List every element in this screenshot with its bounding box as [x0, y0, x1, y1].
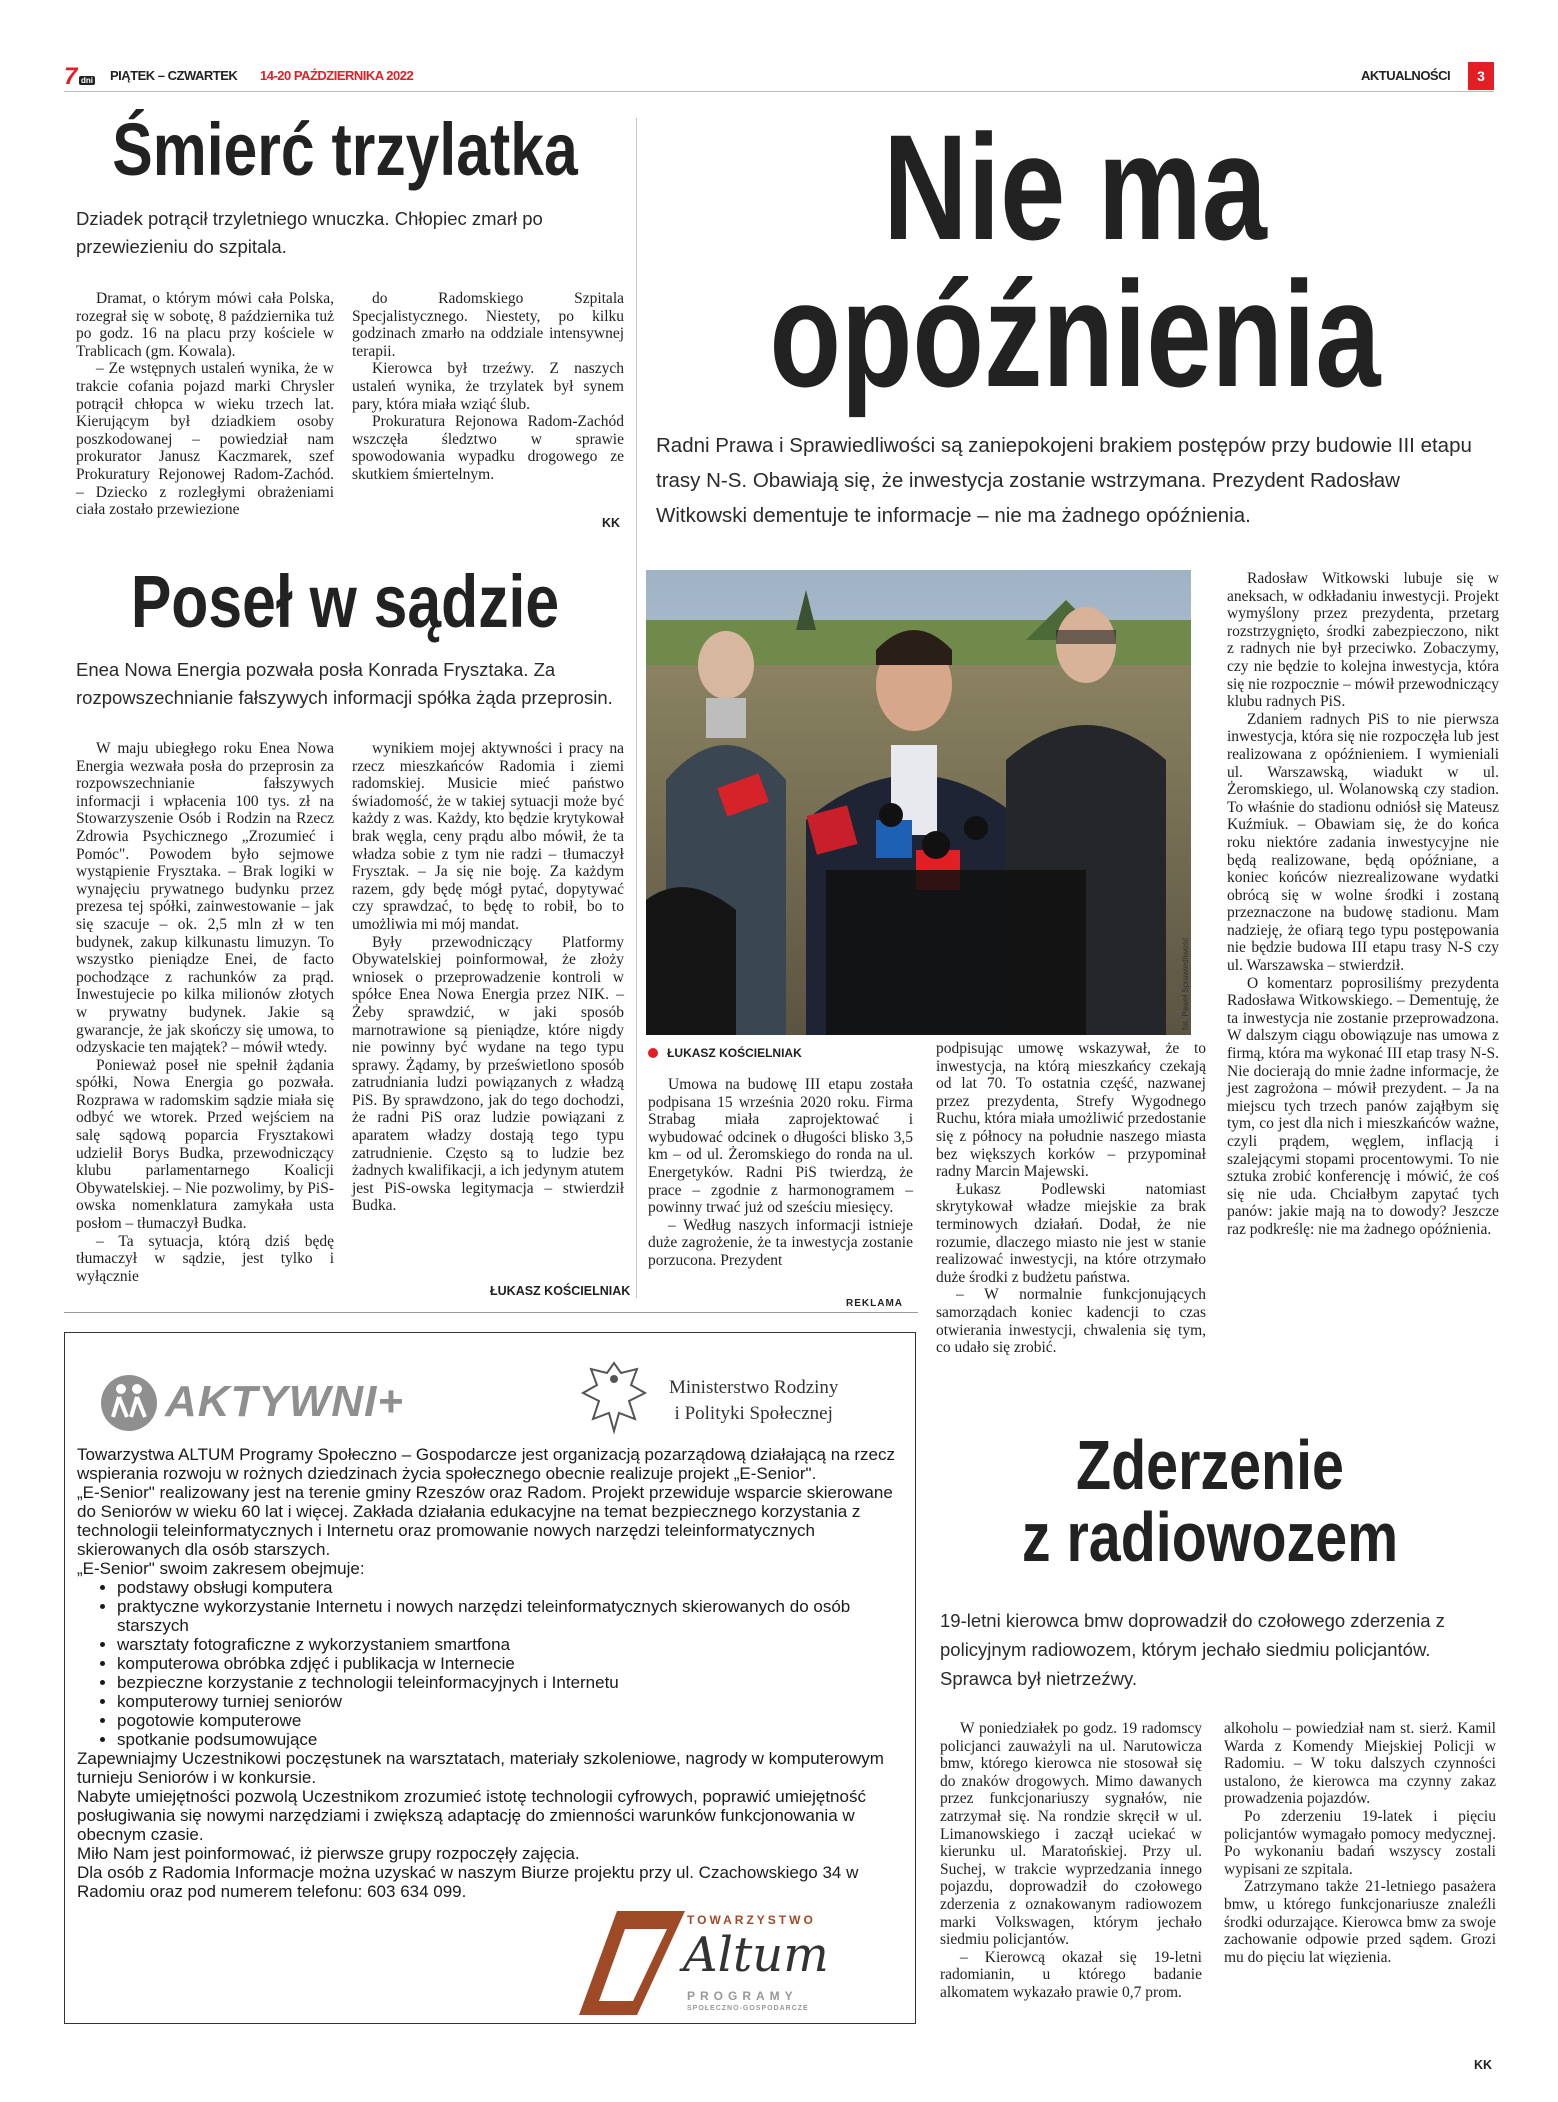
ad-bullet-list: • podstawy obsługi komputera • praktyczne wykorzystanie Internetu i nowych narzędzi teleinformatycznych skierowanych do osób starszych • warsztaty fotograficzne z wykorzystaniem smartfona • komputerowa obróbka zdjęć i publikacja w Internecie • bezpieczne korzystanie z technologii teleinformacyjnych i Internetu • komputerowy turniej seniorów • pogotowie komputerowe • spotkanie podsumowujące [77, 1578, 907, 1749]
photo-image [646, 570, 1191, 1035]
altum-triangle-icon [577, 1909, 687, 2017]
article2-signature: ŁUKASZ KOŚCIELNIAK [490, 1284, 631, 1298]
article2-col1: W maju ubiegłego roku Enea Nowa Energia wezwała posła do przeprosin za rozpowszechnianie fałszywych informacji i wpłacenia 100 tys. zł na Stowarzyszenie Osób i Rodzin na Rzecz Zdrowia Psychicznego „Zrozumieć i Pomóc". Powodem było sejmowe wystąpienie Frysztaka. – Brak logiki w wynajęciu prywatnego budynku przez prezesa tej spółki, zainwestowanie – jak się szacuje – ok. 2,5 mln zł w ten budynek, zakup kilkunastu limuzyn. To wszystko pieniądze Enei, de facto pochodzące z rachunków za prąd. Inwestujecie po kilka milionów złotych w prywatny budynek. Jakie są gwarancje, że jak skończy się umowa, to odzyskacie ten majątek? – mówił wtedy. Ponieważ poseł nie spełnił żądania spółki, Nowa Energia go pozwała. Rozprawa w radomskim sądzie miała się odbyć we wtorek. Przed wejściem na salę sądową poparcia Frysztakowi udzielił Borys Budka, przewodniczący klubu parlamentarnego Koalicji Obywatelskiej. – Nie pozwolimy, by PiS-owska nomenklatura zamykała usta posłom – tłumaczył Budka. – Ta sytuacja, którą dziś będę tłumaczył w sądzie, jest tylko i wyłącznie [76, 740, 334, 1285]
page-number: 3 [1468, 62, 1494, 90]
article1-col2: do Radomskiego Szpitala Specjalistycznego. Niestety, po kilku godzinach zmarło na oddziale intensywnej terapii. Kierowca był trzeźwy. Z naszych ustaleń wynika, że trzylatek był synem pary, która miała wziąć ślub. Prokuratura Rejonowa Radom-Zachód wszczęła śledztwo w sprawie spowodowania wypadku drogowego ze skutkiem śmiertelnym. [352, 290, 624, 483]
photo-credit: fot. Paweł Sprawiedliwość [1181, 937, 1190, 1030]
page-header [64, 64, 1494, 92]
logo-7dni: 7 dni [64, 63, 93, 90]
ad-body: Towarzystwa ALTUM Programy Społeczno – Gospodarcze jest organizacją pozarządową działającą na rzecz wspierania rozwoju w rożnych dziedzinach życia społecznego obecnie realizuje projekt „E-Senior". „E-Senior" realizowany jest na terenie gminy Rzeszów oraz Radom. Projekt przewiduje wsparcie skierowane do Seniorów w wieku 60 lat i więcej. Zakłada działania edukacyjne na temat bezpiecznego korzystania z technologii teleinformatycznych i Internetu oraz promowanie nowych narzędzi teleinformatycznych skierowanych dla osób starszych. „E-Senior" swoim zakresem obejmuje: • podstawy obsługi komputera • praktyczne wykorzystanie Internetu i nowych narzędzi teleinformatycznych skierowanych do osób starszych • warsztaty fotograficzne z wykorzystaniem smartfona • komputerowa obróbka zdjęć i publikacja w Internecie • bezpieczne korzystanie z technologii teleinformacyjnych i Internetu • komputerowy turniej seniorów • pogotowie komputerowe • spotkanie podsumowujące Zapewniajmy Uczestnikowi poczęstunek na warsztatach, materiały szkoleniowe, nagrody w komputerowym turnieju Seniorów i w konkursie. Nabyte umiejętności pozwolą Uczestnikom zrozumieć istotę technologii cyfrowych, poprawić umiejętność posługiwania się nowymi narzędziami i zwiększą adaptację do zmienności warunków funkcjonowania w obecnym czasie. Miło Nam jest poinformować, iż pierwsze grupy rozpoczęły zajęcia. Dla osób z Radomia Informacje można uzyskać w naszym Biurze projektu przy ul. Czachowskiego 34 w Radomiu oraz pod numerem telefonu: 603 634 099. [77, 1445, 907, 1901]
article4-col1: W poniedziałek po godz. 19 radomscy policjanci zauważyli na ul. Narutowicza bmw, którego kierowca nie stosował się do znaków drogowych. Mimo dawanych przez funkcjonariuszy sygnałów, nie zatrzymał się. Na rondzie skręcił w ul. Limanowskiego i zaczął uciekać w kierunku ul. Maratońskiej. Przy ul. Suchej, w trakcie wyprzedzania innego pojazdu, doprowadził do czołowego zderzenia z oznakowanym radiowozem marki Volkswagen, którym jechało siedmiu policjantów. – Kierowcą okazał się 19-letni radomianin, u którego badanie alkomatem wykazało prawie 0,7 prom. [940, 1720, 1202, 2001]
byline-dot [648, 1048, 658, 1058]
ministry-name: Ministerstwo Rodziny i Polityki Społecznej [669, 1377, 839, 1424]
article2-title: Poseł w sądzie [130, 560, 560, 643]
article1-title: Śmierć trzylatka [112, 108, 578, 191]
ministry-logo [577, 1357, 877, 1447]
press-conference-photo [646, 570, 1191, 1035]
article1-signature: KK [602, 516, 621, 530]
article4-col2: alkoholu – powiedział nam st. sierż. Kamil Warda z Komendy Miejskiej Policji w Radomiu. – W toku dalszych czynności ustalono, że kierowca ma czynny zakaz prowadzenia pojazdów. Po zderzeniu 19-latek i pięciu policjantów wymagało pomocy medycznej. Po wykonaniu badań wszyscy zostali wypisani ze szpitala. Zatrzymano także 21-letniego pasażera bmw, u którego funkcjonariusze znaleźli środki odurzające. Kierowca bmw za swoje zachowanie odpowie przed sądem. Grozi mu do pięciu lat więzienia. [1224, 1720, 1496, 1966]
advertisement [64, 1332, 916, 2024]
eagle-emblem-icon [577, 1357, 651, 1437]
photo-byline: ŁUKASZ KOŚCIELNIAK [648, 1042, 802, 1061]
aktywni-icon [99, 1373, 159, 1433]
article3-title: Nie ma opóźnienia [769, 103, 1381, 418]
article1-lead: Dziadek potrącił trzyletniego wnuczka. Chłopiec zmarł po przewiezieniu do szpitala. [76, 208, 543, 257]
article3-col2: podpisując umowę wskazywał, że to inwestycja, na którą mieszkańcy czekają od lat 70. To ostatnia część, nazwanej przez prezydenta, Strefy Wygodnego Ruchu, która miała umożliwić przedostanie się z północy na południe naszego miasta bez większych korków – przypominał radny Marcin Majewski. Łukasz Podlewski natomiast skrytykował władze miejskie za brak terminowych działań. Dodał, że nie rozumie, dlaczego miasto nie jest w stanie realizować inwestycji, na które otrzymało duże środki z budżetu państwa. – W normalnie funkcjonujących samorządach koniec kadencji to czas otwierania inwestycji, chwalenia się tym, co udało się zrobić. [936, 1040, 1206, 1357]
section-name: AKTUALNOŚCI [1361, 68, 1451, 83]
ad-rule [64, 1312, 918, 1313]
column-divider [636, 118, 637, 1298]
article1-col1: Dramat, o którym mówi cała Polska, rozegrał się w sobotę, 8 października tuż po godz. 16 na placu przy kościele w Trablicach (gm. Kowala). – Ze wstępnych ustaleń wynika, że w trakcie cofania pojazd marki Chrysler potrącił chłopca w wieku trzech lat. Kierującym był dziadkiem osoby poszkodowanej – powiedział nam prokurator Janusz Kaczmarek, szef Prokuratury Rejonowej Radom-Zachód. – Dziecko z rozległymi obrażeniami ciała zostało przewiezione [76, 290, 334, 519]
article4-title: Zderzenie z radiowozem [1021, 1426, 1399, 1576]
ad-label: REKLAMA [846, 1298, 903, 1309]
article4-signature: KK [1474, 2058, 1493, 2072]
article4-lead: 19-letni kierowca bmw doprowadził do czołowego zderzenia z policyjnym radiowozem, którym jechało siedmiu policjantów. Sprawca był nietrzeźwy. [940, 1610, 1445, 1689]
article3-lead: Radni Prawa i Sprawiedliwości są zaniepokojeni brakiem postępów przy budowie III etapu trasy N-S. Obawiają się, że inwestycja zostanie wstrzymana. Prezydent Radosław Witkowski dementuje te informacje – nie ma żadnego opóźnienia. [656, 434, 1472, 527]
article2-lead: Enea Nowa Energia pozwała posła Konrada Frysztaka. Za rozpowszechnianie fałszywych informacji spółka żąda przeprosin. [76, 659, 613, 708]
aktywni-logo: AKTYWNI+ [99, 1373, 399, 1433]
header-days: PIĄTEK – CZWARTEK [110, 68, 238, 83]
altum-logo: TOWARZYSTWO Altum PROGRAMY SPOŁECZNO-GOSPODARCZE [577, 1909, 907, 2021]
article3-col1: Umowa na budowę III etapu została podpisana 15 września 2020 roku. Firma Strabag miała zaprojektować i wybudować odcinek o długości blisko 3,5 km – od ul. Żeromskiego do ronda na ul. Energetyków. Radni PiS twierdzą, że prace – zgodnie z harmonogramem – powinny trwać już od sześciu miesięcy. – Według naszych informacji istnieje duże zagrożenie, że ta inwestycja zostanie porzucona. Prezydent [648, 1076, 913, 1269]
article2-col2: wynikiem mojej aktywności i pracy na rzecz mieszkańców Radomia i ziemi radomskiej. Musicie mieć państwo świadomość, że w takiej sytuacji może być każdy z was. Każdy, kto będzie krytykował brak węgla, ceny prądu albo mówił, że ta władza sobie z tym nie radzi – tłumaczył Frysztak. – Ja się nie boję. Za każdym razem, gdy będę mógł pytać, dopytywać czy sprawdzać, to będę to robił, bo to umożliwia mi mój mandat. Były przewodniczący Platformy Obywatelskiej poinformował, że złoży wniosek o przeprowadzenie kontroli w spółce Enea Nowa Energia przez NIK. – Żeby sprawdzić, w jaki sposób marnotrawione są pieniądze, które nigdy nie powinny być wydane na tego typu sprawy. Żądamy, by prześwietlono sposób zatrudniania ludzi powiązanych z władzą PiS. By sprawdzono, jak do tego dochodzi, że radni PiS oraz ludzie powiązani z aparatem władzy dostają tego typu zatrudnienie. Często są to ludzie bez żadnych kwalifikacji, a ich jedynym atutem jest PiS-owska legitymacja – stwierdził Budka. [352, 740, 624, 1215]
header-date: 14-20 PAŹDZIERNIKA 2022 [260, 68, 414, 83]
article3-col3: Radosław Witkowski lubuje się w aneksach, w odkładaniu inwestycji. Projekt wymyślony przez prezydenta, przetarg rozstrzygnięto, środki zabezpieczono, nikt z radnych nie był przeciwko. Zobaczymy, czy nie będzie to kolejna inwestycja, która się nie rozpocznie – mówił przewodniczący klubu radnych PiS. Zdaniem radnych PiS to nie pierwsza inwestycja, która się nie rozpoczęła lub jest realizowana z opóźnieniem. I wymieniali ul. Warszawską, wiadukt w ul. Żeromskiego, ul. Wolanowską czy stadion. To właśnie do stadionu odniósł się Mateusz Kuźmiuk. – Obawiam się, że do końca roku niektóre zadania inwestycyjne nie będą realizowane, będą opóźniane, a koniec końców niezrealizowane wydatki obrócą się w wolne środki i zostaną przeznaczone na budowę stadionu. Mam nadzieję, że ofiarą tego typu postępowania nie będzie budowa III etapu trasy N-S czy ul. Warszawska – stwierdził. O komentarz poprosiliśmy prezydenta Radosława Witkowskiego. – Dementuję, że ta inwestycja nie zostanie przeprowadzona. W dalszym ciągu obowiązuje nas umowa z firmą, która ma wykonać III etap trasy N-S. Nie docierają do mnie żadne informacje, że jest zagrożona – mówił prezydent. – Ja na miejscu tych trzech panów zająłbym się tym, co jest dla nich i mieszkańców ważne, czyli prądem, węglem, inflacją i szalejącymi stopami procentowymi. To nie sztuka zrobić konferencję i mówić, że coś się nie uda. Chciałbym zapytać tych panów: jakie mają na to dowody? Jeszcze raz podkreślę: nie ma żadnego opóźnienia. [1227, 570, 1499, 1238]
